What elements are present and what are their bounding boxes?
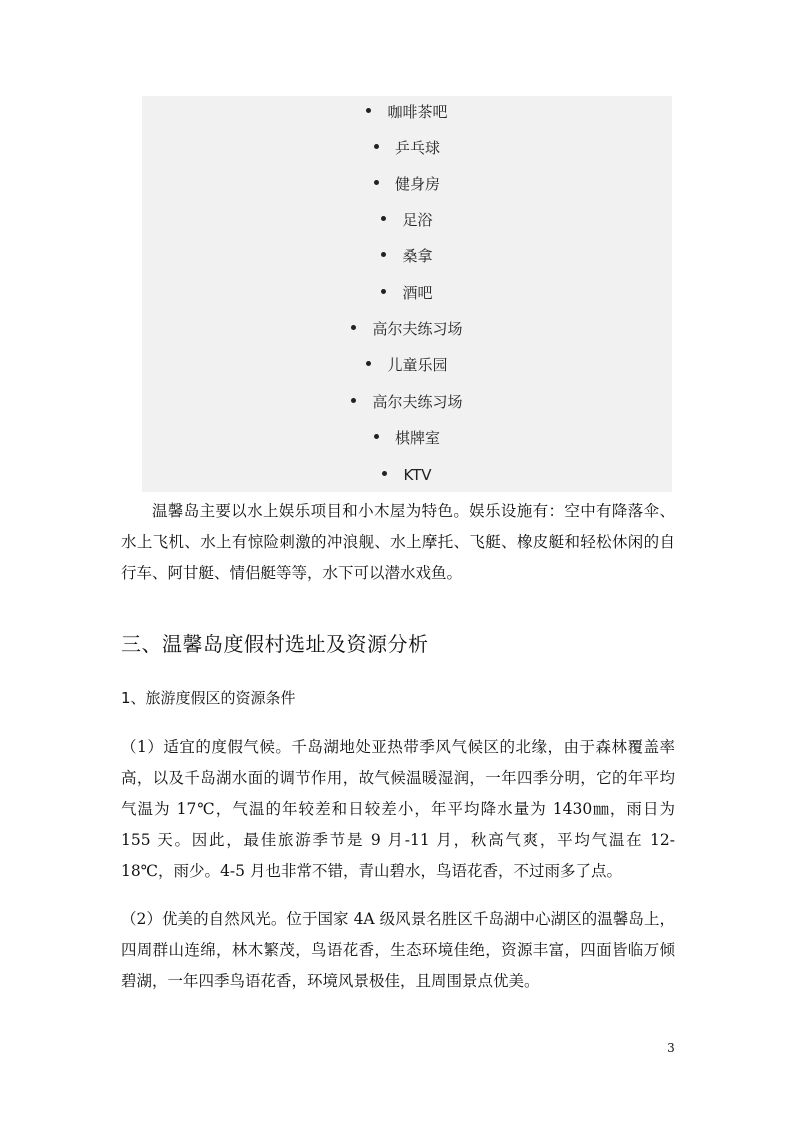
list-item-label: 健身房	[394, 175, 440, 193]
list-item	[142, 169, 672, 199]
bullet-icon	[351, 325, 356, 330]
list-item	[142, 423, 672, 453]
intro-paragraph: 温馨岛主要以水上娱乐项目和小木屋为特色。娱乐设施有：空中有降落伞、水上飞机、水上有惊险刺激的冲浪舰、水上摩托、飞艇、橡皮艇和轻松休闲的自行车、阿甘艇、情侣艇等等，水下可以潜水戏鱼。	[121, 502, 675, 582]
list-item	[142, 97, 672, 127]
bullet-icon	[374, 180, 379, 185]
section-heading: 三、温馨岛度假村选址及资源分析	[121, 632, 429, 656]
facilities-list-box	[142, 96, 672, 492]
list-item	[142, 350, 672, 380]
list-item-label: 高尔夫练习场	[372, 393, 463, 411]
list-item	[142, 133, 672, 163]
list-item-label: 桑拿	[402, 247, 433, 265]
list-item	[142, 205, 672, 235]
bullet-icon	[381, 252, 386, 257]
bullet-icon	[366, 108, 371, 113]
list-item	[142, 241, 672, 271]
page-number: 3	[667, 1041, 675, 1055]
list-item	[142, 278, 672, 308]
bullet-icon	[381, 289, 386, 294]
list-item	[142, 314, 672, 344]
list-item	[142, 387, 672, 417]
list-item-label: 咖啡茶吧	[387, 103, 448, 121]
list-item-label: 足浴	[402, 211, 433, 229]
bullet-icon	[351, 398, 356, 403]
list-item-label: 酒吧	[402, 284, 433, 302]
bullet-icon	[374, 144, 379, 149]
bullet-icon	[382, 471, 387, 476]
list-item-label: 乒乓球	[394, 139, 440, 157]
list-item-label: 高尔夫练习场	[372, 320, 463, 338]
bullet-icon	[366, 361, 371, 366]
bullet-icon	[374, 434, 379, 439]
list-item	[142, 460, 672, 490]
bullet-icon	[381, 216, 386, 221]
list-item-label: 棋牌室	[394, 429, 440, 447]
scenery-paragraph: （2）优美的自然风光。位于国家 4A 级风景名胜区千岛湖中心湖区的温馨岛上，四周群山连绵，林木繁茂，鸟语花香，生态环境佳绝，资源丰富，四面皆临万倾碧湖，一年四季鸟语花香，环境风景极佳，且周围景点优美。	[121, 910, 675, 990]
climate-paragraph: （1）适宜的度假气候。千岛湖地处亚热带季风气候区的北缘，由于森林覆盖率高，以及千岛湖水面的调节作用，故气候温暖湿润，一年四季分明，它的年平均气温为 17℃，气温的年较差和日较差小，年平均降水量为 1430㎜，雨日为 155 天。因此，最佳旅游季节是 9 月-11 月，秋高气爽，平均气温在 12-18℃，雨少。4-5 月也非常不错，青山碧水，鸟语花香，不过雨多了点。	[121, 738, 675, 880]
subsection-heading: 1、旅游度假区的资源条件	[121, 689, 296, 707]
list-item-label: KTV	[403, 466, 432, 484]
list-item-label: 儿童乐园	[387, 356, 448, 374]
